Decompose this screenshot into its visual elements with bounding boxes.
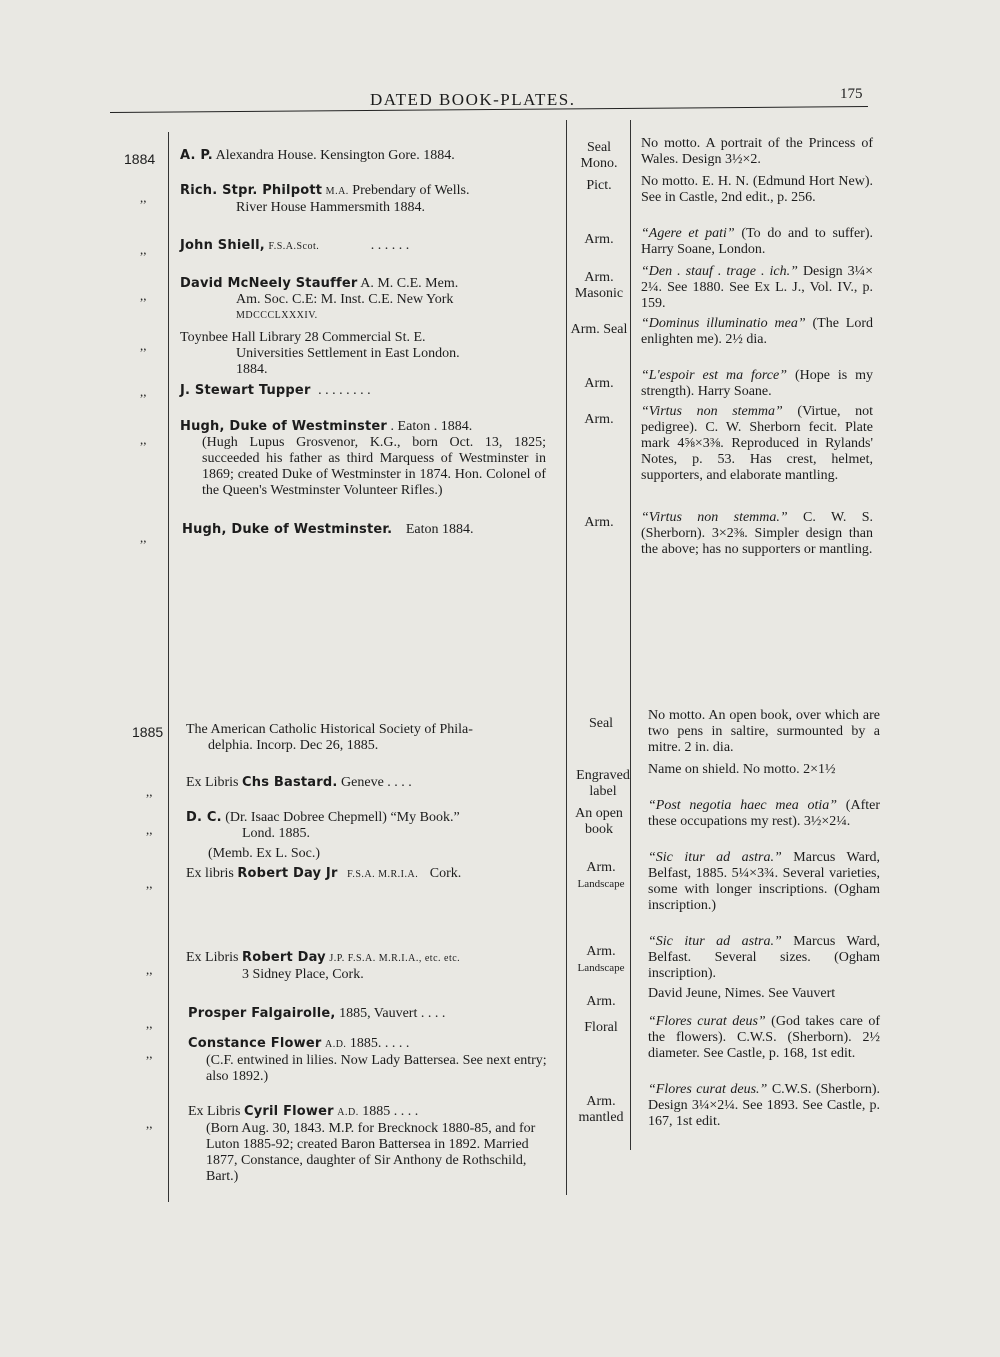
entry-note-text: Marcus Ward, Belfast. Several sizes. (Ogham inscription). (648, 934, 881, 981)
kind-line: Mono. (580, 156, 618, 171)
entry-ditto: ,, (146, 822, 153, 837)
entry-note-text: (God takes care of the flowers). C.W.S. (Sherborn). 2½ diameter. See Castle, p. 168, 1st edit. (648, 1014, 881, 1061)
entry-desc-line: Am. Soc. C.E: M. Inst. C.E. New York (236, 292, 454, 307)
entry-ditto: ,, (140, 288, 147, 303)
entry-description (180, 419, 546, 499)
entry-motto: “Sic itur ad astra.” (648, 850, 782, 865)
entry-ditto: ,, (140, 432, 147, 447)
entry-name-prefix: Ex libris (186, 866, 234, 881)
entry-description (180, 383, 560, 399)
entry-note-text: (After these occupations my rest). 3½×2¼. (648, 798, 880, 829)
entry-description (186, 866, 556, 883)
entry-note (641, 368, 873, 400)
entry-kind (568, 1020, 634, 1036)
entry-motto: “Virtus non stemma.” (641, 510, 788, 525)
entry-ditto: ,, (140, 242, 147, 257)
running-title: DATED BOOK-PLATES. (370, 90, 576, 109)
entry-name-suffix: A.D. (324, 1039, 347, 1050)
entry-name-prefix: Ex Libris (186, 950, 239, 965)
entry-desc-paragraph: (C.F. entwined in lilies. Now Lady Battersea. See next entry; also 1892.) (206, 1053, 547, 1084)
entry-kind (566, 232, 632, 248)
entry-name-suffix: F.S.A.Scot. (268, 241, 320, 252)
entry-ditto: ,, (146, 1046, 153, 1061)
kind-line: label (589, 784, 617, 799)
entry-motto: “Flores curat deus.” (648, 1082, 768, 1097)
entry-kind (566, 140, 632, 172)
entry-note (648, 798, 880, 830)
entry-desc-line: A. M. C.E. Mem. (360, 276, 459, 291)
entry-note-text: (To do and to suffer). Harry Soane, London. (641, 226, 874, 257)
entry-note-text: (Virtue, not pedigree). C. W. Sherborn fecit. Plate mark 4⅝×3⅜. Reproduced in Rylands' Notes, p. 53. Has crest, helmet, supporters, and elaborate mantling. (641, 404, 873, 483)
entry-name-suffix: F.S.A. M.R.I.A. (347, 869, 419, 880)
kind-line: Engraved (576, 768, 630, 783)
entry-note (648, 1014, 880, 1062)
entry-note: No motto. A portrait of the Princess of Wales. Design 3½×2. (641, 136, 873, 167)
entry-description (180, 148, 560, 164)
entry-name-suffix: M.A. (325, 186, 349, 197)
entry-ditto: ,, (146, 1016, 153, 1031)
entry-note: No motto. An open book, over which are two pens in saltire, surmounted by a mitre. 2 in. dia. (648, 708, 880, 755)
entry-description (180, 183, 560, 216)
entry-desc-line: Cork. (429, 866, 462, 881)
kind-line: Masonic (574, 286, 624, 301)
entry-note-text: Marcus Ward, Belfast, 1885. 5¼×3¾. Several varieties, some with longer inscriptions. (Ogham inscription.) (648, 850, 881, 913)
entry-motto: “Agere et pati” (641, 226, 735, 241)
entry-desc-line: Toynbee Hall Library 28 Commercial St. E. (180, 330, 426, 345)
entry-year: 1884 (124, 151, 156, 167)
entry-ditto: ,, (140, 530, 147, 545)
entry-name-prefix: Ex Libris (188, 1104, 241, 1119)
entry-desc-line: 1885. . . . . (349, 1036, 410, 1051)
entry-note (641, 316, 873, 348)
entry-desc-line: . Eaton . 1884. (390, 419, 473, 434)
entry-kind (568, 716, 634, 732)
entry-name: Robert Day (242, 950, 326, 965)
entry-desc-paragraph: (Hugh Lupus Grosvenor, K.G., born Oct. 13, 1825; succeeded his father as third Marquess of Westminster in 1869; created Duke of Westminster in 1874. Hon. Colonel of the Queen's Westminster Volunteer Rifles.) (202, 435, 546, 498)
kind-line: Arm. (586, 994, 616, 1009)
kind-line: Arm. (584, 270, 614, 285)
entry-motto: “Virtus non stemma” (641, 404, 783, 419)
kind-line: Arm. Seal (570, 322, 628, 337)
entry-desc-line: (Memb. Ex L. Soc.) (208, 846, 320, 861)
entry-ditto: ,, (146, 962, 153, 977)
kind-line: book (585, 822, 613, 837)
entry-kind (568, 994, 634, 1010)
entry-name: Hugh, Duke of Westminster. (182, 522, 393, 537)
entry-name: Robert Day Jr (237, 866, 338, 881)
kind-line: Arm. (586, 860, 616, 875)
entry-motto: “Sic itur ad astra.” (648, 934, 782, 949)
kind-line: Arm. (584, 376, 614, 391)
entry-ditto: ,, (140, 338, 147, 353)
entry-name: Prosper Falgairolle, (188, 1006, 336, 1021)
entry-kind (566, 270, 632, 302)
entry-note-text: C. W. S. (Sherborn). 3×2⅜. Simpler design than the above; has no supporters or mantling. (641, 510, 873, 557)
kind-line: Arm. (584, 232, 614, 247)
entry-desc-line: 1885, Vauvert . . . . (339, 1006, 446, 1021)
entry-name-suffix: A.D. (337, 1107, 359, 1118)
kind-line: An open (575, 806, 623, 821)
entry-name-prefix: Ex Libris (186, 775, 239, 790)
entry-desc-line: The American Catholic Historical Society of Phila- (186, 722, 473, 737)
entry-desc-line: Geneve . . . . (341, 775, 412, 790)
entry-ditto: ,, (146, 1116, 153, 1131)
entry-kind (566, 515, 632, 531)
entry-note: David Jeune, Nimes. See Vauvert (648, 986, 836, 1001)
entry-name: A. P. (180, 148, 213, 163)
kind-line: mantled (578, 1110, 624, 1125)
entry-desc-line: (Dr. Isaac Dobree Chepmell) “My Book.” (225, 810, 460, 825)
entry-note-text: (The Lord enlighten me). 2½ dia. (641, 316, 873, 347)
entry-kind (566, 944, 636, 976)
entry-description (180, 238, 560, 255)
entry-description (180, 276, 560, 324)
entry-motto: “L'espoir est ma force” (641, 368, 788, 383)
entry-note-text: C.W.S. (Sherborn). Design 3¼×2¼. See 1893. See Castle, p. 167, 1st edit. (648, 1082, 881, 1129)
entry-note-text: (Hope is my strength). Harry Soane. (641, 368, 874, 399)
entry-note (648, 1082, 880, 1130)
kind-line: Arm. (584, 412, 614, 427)
entry-note (648, 934, 880, 982)
entry-name: Cyril Flower (244, 1104, 334, 1119)
entry-desc-line: Lond. 1885. (242, 826, 311, 841)
entry-desc-line: 1884. (236, 362, 268, 377)
entry-desc-line: 1885 . . . . (362, 1104, 419, 1119)
kind-line: Arm. (586, 1094, 616, 1109)
entry-leader-dots: . . . . . . (370, 238, 410, 253)
kind-line: Landscape (577, 962, 625, 974)
entry-note: No motto. E. H. N. (Edmund Hort New). See in Castle, 2nd edit., p. 256. (641, 174, 873, 205)
entry-desc-paragraph: (Born Aug. 30, 1843. M.P. for Brecknock 1880-85, and for Luton 1885-92; created Baron Battersea in 1892. Married 1877, Constance, daughter of Sir Anthony de Rothschild, Bart.) (206, 1121, 536, 1184)
kind-line: Floral (584, 1020, 618, 1035)
entry-year: 1885 (132, 724, 164, 740)
entry-kind (566, 376, 632, 392)
entry-leader-dots: . . . . . . . . (318, 383, 371, 398)
entry-name-suffix: J.P. F.S.A. M.R.I.A., etc. etc. (329, 953, 461, 964)
entry-name: David McNeely Stauffer (180, 276, 358, 291)
entry-desc-line: 3 Sidney Place, Cork. (242, 967, 364, 982)
entry-desc-line: Eaton 1884. (405, 522, 474, 537)
entry-desc-line: delphia. Incorp. Dec 26, 1885. (208, 738, 379, 753)
column-divider-year (168, 132, 169, 1202)
entry-desc-line: Universities Settlement in East London. (236, 346, 460, 361)
entry-motto: “Den . stauf . trage . ich.” (641, 264, 798, 279)
entry-description (188, 1104, 552, 1185)
entry-ditto: ,, (140, 190, 147, 205)
kind-line: Seal (588, 716, 614, 731)
entry-name: Chs Bastard. (242, 775, 338, 790)
entry-note (641, 404, 873, 484)
kind-line: Arm. (586, 944, 616, 959)
entry-kind (562, 322, 636, 338)
entry-ditto: ,, (146, 876, 153, 891)
entry-note (648, 850, 880, 914)
entry-note (641, 510, 873, 558)
entry-name: J. Stewart Tupper (180, 383, 311, 398)
entry-kind (566, 806, 632, 838)
entry-desc-line: River House Hammersmith 1884. (236, 200, 425, 215)
entry-desc-line: Prebendary of Wells. (352, 183, 470, 198)
entry-description (182, 522, 562, 538)
entry-kind (566, 860, 636, 892)
entry-description (188, 1036, 552, 1085)
page-number: 175 (840, 86, 863, 102)
entry-kind (566, 178, 632, 194)
entry-kind (566, 412, 632, 428)
entry-name: Rich. Stpr. Philpott (180, 183, 323, 198)
entry-note (641, 264, 873, 312)
entry-motto: “Post negotia haec mea otia” (648, 798, 838, 813)
entry-name: D. C. (186, 810, 222, 825)
entry-note: Name on shield. No motto. 2×1½ (648, 762, 836, 777)
entry-description (188, 1006, 558, 1022)
entry-note (641, 226, 873, 258)
entry-kind (566, 768, 640, 800)
entry-note-text: Design 3¼× 2¼. See 1880. See Ex L. J., Vol. IV., p. 159. (641, 264, 874, 311)
entry-desc-line: MDCCCLXXXIV. (236, 310, 318, 321)
entry-kind (568, 1094, 634, 1126)
entry-ditto: ,, (140, 384, 147, 399)
kind-line: Arm. (584, 515, 614, 530)
kind-line: Seal (586, 140, 612, 155)
entry-name: Hugh, Duke of Westminster (180, 419, 388, 434)
kind-line: Landscape (577, 878, 625, 890)
entry-motto: “Dominus illuminatio mea” (641, 316, 806, 331)
entry-name: Constance Flower (188, 1036, 322, 1051)
entry-ditto: ,, (146, 784, 153, 799)
entry-description (186, 722, 556, 754)
entry-description (186, 775, 556, 791)
kind-line: Pict. (586, 178, 612, 193)
entry-description (186, 950, 566, 983)
entry-description (186, 810, 556, 862)
entry-motto: “Flores curat deus” (648, 1014, 766, 1029)
entry-name: John Shiell, (180, 238, 265, 253)
entry-description (180, 330, 560, 378)
entry-desc-line: Alexandra House. Kensington Gore. 1884. (215, 148, 455, 163)
